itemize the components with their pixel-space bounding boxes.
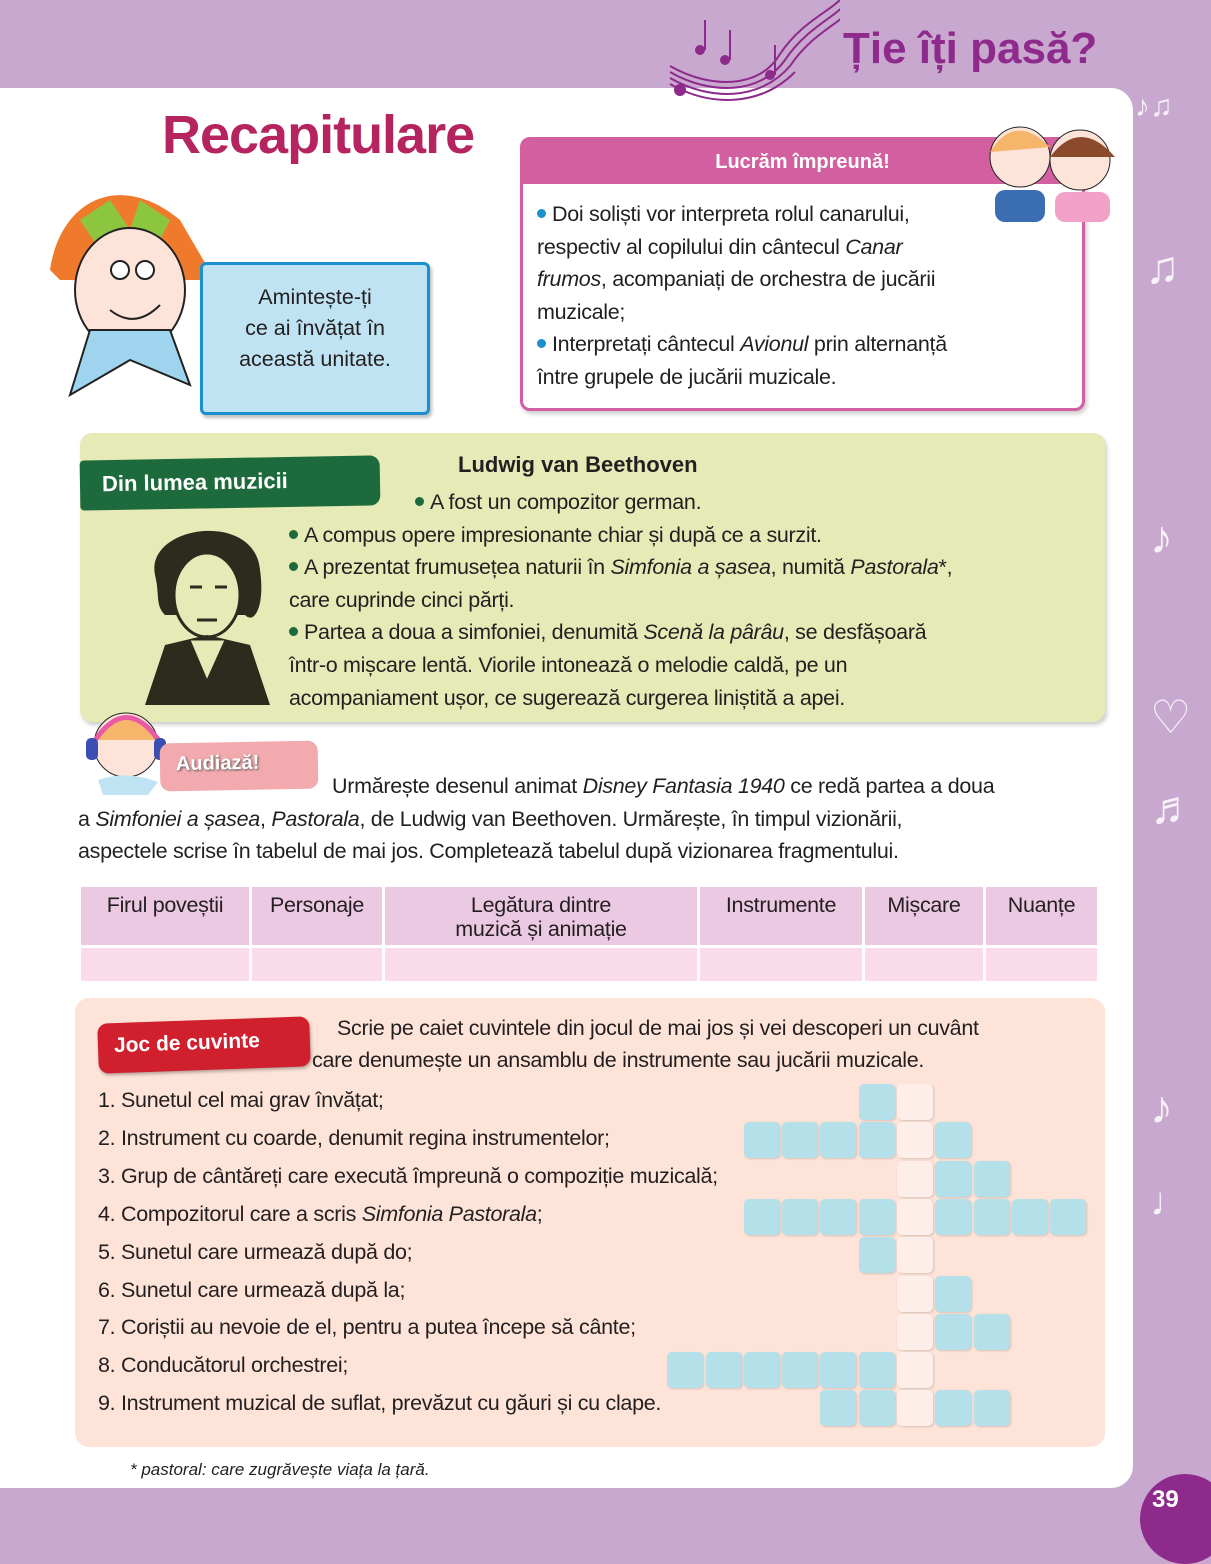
bullet-icon [537,339,546,348]
text-line [332,774,994,799]
italic-text: Pastorala [850,555,939,580]
crossword-cell[interactable] [935,1390,971,1426]
column-header: Nuanțe [986,887,1097,945]
text-segment: Urmărește desenul animat [332,774,583,798]
text-line [312,1048,924,1073]
crossword-cell[interactable] [744,1122,780,1158]
crossword-key-cell[interactable] [897,1084,933,1120]
table-row [81,948,1097,981]
music-note-icon: ♬ [1150,781,1196,833]
text-line [289,555,952,580]
beethoven-portrait [135,515,275,705]
crossword-key-cell[interactable] [897,1276,933,1312]
text-segment: A prezentat frumusețea naturii în [304,555,611,580]
beethoven-heading: Ludwig van Beethoven [458,452,698,477]
bubble-line: această unitate. [239,347,391,371]
crossword-cell[interactable] [974,1314,1010,1350]
crossword-key-cell[interactable] [897,1237,933,1273]
table-cell[interactable] [252,948,382,981]
music-note-icon: ♪♫ [1135,90,1173,123]
text-segment: 8. Conducătorul orchestrei; [98,1353,349,1378]
text-segment: muzicale; [537,299,626,324]
text-segment: într-o mișcare lentă. Viorile intonează o melodie caldă, pe un [289,653,848,677]
text-segment: între grupele de jucării muzicale. [537,364,837,389]
listen-label: Audiază! [160,741,319,792]
text-line [98,1391,661,1416]
text-line [289,686,845,711]
italic-text: Pastorala [271,806,360,831]
text-line [98,1126,610,1151]
girl-headphones-illustration [78,700,173,795]
bullet-icon [415,497,424,506]
crossword-key-cell[interactable] [897,1390,933,1426]
text-line [98,1088,384,1113]
bullet-icon [289,627,298,636]
text-line [98,1278,405,1303]
text-line [537,332,947,357]
crossword-cell[interactable] [935,1276,971,1312]
text-segment: 4. Compozitorul care a scris [98,1201,362,1226]
crossword-cell[interactable] [744,1199,780,1235]
text-line [537,365,836,390]
table-cell[interactable] [385,948,697,981]
crossword-cell[interactable] [859,1199,895,1235]
crossword-cell[interactable] [1050,1199,1086,1235]
bubble-line: ce ai învățat în [245,316,385,340]
table-header-row [81,887,1097,945]
text-line [537,267,935,292]
saxophone-icon: ♩ [1150,1180,1190,1224]
crossword-key-cell[interactable] [897,1122,933,1158]
crossword-cell[interactable] [820,1199,856,1235]
italic-text: Scenă la pârâu [643,620,784,645]
text-segment: aspectele scrise în tabelul de mai jos. Completează tabelul după vizionarea fragmentului. [78,839,899,863]
column-header: Legătura dintre muzică și animație [385,887,697,945]
italic-text: Canar [845,234,903,259]
text-segment: 1. Sunetul cel mai grav învățat; [98,1088,384,1112]
text-line [289,523,822,548]
bullet-icon [289,562,298,571]
italic-text: Simfonia a șasea [610,555,771,580]
table-cell[interactable] [81,948,249,981]
text-segment: , se desfășoară [783,620,927,645]
text-segment: prin alternanță [808,332,947,356]
text-line [537,300,625,325]
observation-table [78,884,1100,984]
crossword-key-cell[interactable] [897,1161,933,1197]
crossword-cell[interactable] [859,1122,895,1158]
text-line [537,202,910,227]
table-cell[interactable] [865,948,983,981]
text-segment: , acompaniați de orchestra de jucării [600,267,936,291]
text-line [98,1315,636,1340]
column-header: Firul poveștii [81,887,249,945]
italic-text: Simfoniei a șasea [95,806,260,831]
text-line [78,807,902,832]
column-header: Instrumente [700,887,862,945]
music-world-label: Din lumea muzicii [80,455,381,510]
boy-character-illustration [40,170,210,400]
text-segment: ; [536,1201,543,1226]
text-line [537,235,902,260]
text-line [289,653,847,678]
text-line [98,1240,412,1265]
teamwork-title: Lucrăm împreună! [523,140,1082,184]
text-segment: 9. Instrument muzical de suflat, prevăzut cu găuri și cu clape. [98,1391,662,1416]
text-segment: A fost un compozitor german. [430,490,702,514]
crossword-cell[interactable] [782,1199,818,1235]
crossword-cell[interactable] [935,1314,971,1350]
page-number: 39 [1140,1474,1211,1564]
italic-text: Simfonia Pastorala [361,1201,537,1226]
crossword-cell[interactable] [667,1352,703,1388]
crossword-cell[interactable] [859,1390,895,1426]
text-segment: respectiv al copilului din cântecul [537,234,846,259]
text-line [98,1353,348,1378]
text-segment: care cuprinde cinci părți. [289,587,515,612]
italic-text: Disney Fantasia 1940 [582,774,785,798]
text-line [98,1202,542,1227]
text-line [78,839,899,864]
crossword-cell[interactable] [935,1161,971,1197]
table-cell[interactable] [986,948,1097,981]
crossword-cell[interactable] [859,1237,895,1273]
children-illustration [975,112,1125,222]
text-segment: Interpretați cântecul [552,332,741,356]
text-segment: *, [938,555,953,580]
text-segment: a [78,806,96,831]
text-segment: 5. Sunetul care urmează după do; [98,1239,413,1264]
text-segment: , [259,806,272,831]
text-line [289,588,514,613]
bullet-icon [537,209,546,218]
footnote: * pastoral: care zugrăvește viața la țară. [130,1460,430,1479]
music-note-icon: ♪ [1150,1081,1173,1133]
crossword-key-cell[interactable] [897,1199,933,1235]
crossword-cell[interactable] [859,1352,895,1388]
text-segment: 6. Sunetul care urmează după la; [98,1277,406,1302]
text-segment: Scrie pe caiet cuvintele din jocul de mai jos și vei descoperi un cuvânt [337,1016,979,1040]
crossword-cell[interactable] [782,1122,818,1158]
crossword-cell[interactable] [974,1199,1010,1235]
italic-text: frumos [537,267,601,291]
crossword-cell[interactable] [1012,1199,1048,1235]
text-line [98,1164,718,1189]
speech-bubble [200,262,430,415]
text-line [289,620,926,645]
crossword-cell[interactable] [935,1122,971,1158]
italic-text: Avionul [740,332,809,356]
crossword-cell[interactable] [706,1352,742,1388]
text-segment: 3. Grup de cântăreți care execută împreună o compoziție muzicală; [98,1163,718,1188]
text-segment: , numită [770,555,851,580]
text-segment: 7. Coriștii au nevoie de el, pentru a putea începe să cânte; [98,1315,636,1340]
word-game-label: Joc de cuvinte [97,1016,311,1073]
column-header: Mișcare [865,887,983,945]
heart-icon: ♡ [1150,691,1192,743]
column-header: Personaje [252,887,382,945]
bubble-line: Amintește-ți [258,285,372,309]
page-title: Recapitulare [162,105,475,165]
crossword-cell[interactable] [820,1352,856,1388]
text-segment: Partea a doua a simfoniei, denumită [304,620,644,645]
crossword-cell[interactable] [974,1161,1010,1197]
text-line [337,1016,979,1041]
crossword-cell[interactable] [820,1390,856,1426]
table-cell[interactable] [700,948,862,981]
text-segment: care denumește un ansamblu de instrumente sau jucării muzicale. [312,1048,925,1072]
crossword-cell[interactable] [859,1084,895,1120]
text-segment: Doi soliști vor interpreta rolul canarului, [552,202,910,226]
crossword-cell[interactable] [974,1390,1010,1426]
crossword-cell[interactable] [744,1352,780,1388]
crossword-cell[interactable] [935,1199,971,1235]
text-segment: 2. Instrument cu coarde, denumit regina instrumentelor; [98,1125,610,1150]
text-segment: , de Ludwig van Beethoven. Urmărește, în timpul vizionării, [359,806,903,831]
text-segment: acompaniament ușor, ce sugerează curgerea liniștită a apei. [289,685,845,710]
music-staff-icon [640,0,840,110]
crossword-key-cell[interactable] [897,1314,933,1350]
music-note-icon: ♪ [1150,511,1173,563]
crossword-key-cell[interactable] [897,1352,933,1388]
text-line [415,490,701,515]
text-segment: A compus opere impresionante chiar și după ce a surzit. [304,522,822,547]
crossword-cell[interactable] [782,1352,818,1388]
music-note-icon: ♫ [1145,241,1180,293]
crossword-cell[interactable] [820,1122,856,1158]
text-segment: ce redă partea a doua [784,774,995,798]
chapter-title: Ție îți pasă? [843,24,1098,73]
bullet-icon [289,530,298,539]
